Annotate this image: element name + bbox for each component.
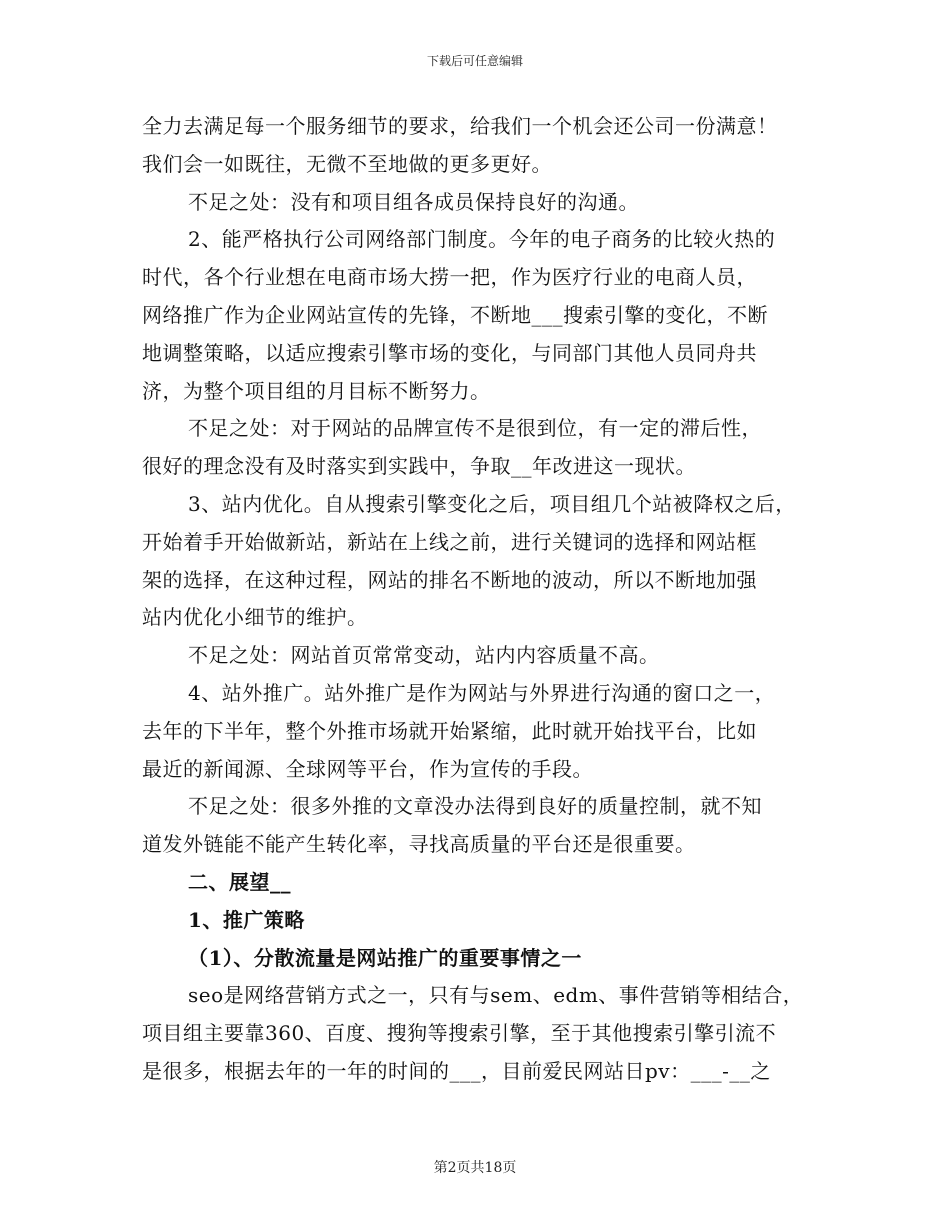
section-2-line-4: 地调整策略，以适应搜索引擎市场的变化，与同部门其他人员同舟共 [142,340,757,365]
shortcoming-line-4b: 道发外链能不能产生转化率，寻找高质量的平台还是很重要。 [142,832,696,857]
section-2-line-2: 时代，各个行业想在电商市场大捞一把，作为医疗行业的电商人员， [142,265,757,290]
section-4-line-1: 4、站外推广。站外推广是作为网站与外界进行沟通的窗口之一， [188,680,776,705]
shortcoming-line-1: 不足之处：没有和项目组各成员保持良好的沟通。 [188,189,639,214]
section-4-line-3: 最近的新闻源、全球网等平台，作为宣传的手段。 [142,756,593,781]
body-line-1: 全力去满足每一个服务细节的要求，给我们一个机会还公司一份满意！ [142,114,778,138]
seo-line-3: 是很多，根据去年的一年的时间的___，目前爱民网站日pv：___-__之 [142,1058,771,1083]
shortcoming-line-4a: 不足之处：很多外推的文章没办法得到良好的质量控制，就不知 [188,794,762,819]
shortcoming-line-2b: 很好的理念没有及时落实到实践中，争取__年改进这一现状。 [142,454,696,479]
seo-line-2: 项目组主要靠360、百度、搜狗等搜索引擎，至于其他搜索引擎引流不 [142,1021,777,1046]
seo-line-1: seo是网络营销方式之一，只有与sem、edm、事件营销等相结合， [188,983,804,1008]
page-header: 下载后可任意编辑 [426,54,523,68]
section-4-line-2: 去年的下半年，整个外推市场就开始紧缩，此时就开始找平台，比如 [142,718,757,743]
shortcoming-line-2a: 不足之处：对于网站的品牌宣传不是很到位，有一定的滞后性， [188,416,762,441]
section-3-line-4: 站内优化小细节的维护。 [142,605,368,630]
section-2-line-1: 2、能严格执行公司网络部门制度。今年的电子商务的比较火热的 [188,227,776,252]
section-3-line-3: 架的选择，在这种过程，网站的排名不断地的波动，所以不断地加强 [142,567,757,592]
page-footer: 第2页共18页 [433,1160,517,1176]
section-2-line-3: 网络推广作为企业网站宣传的先锋，不断地___搜索引擎的变化，不断 [142,302,768,327]
section-2-line-5: 济，为整个项目组的月目标不断努力。 [142,378,491,403]
heading-traffic-distribution: （1）、分散流量是网站推广的重要事情之一 [188,945,582,970]
section-3-line-1: 3、站内优化。自从搜索引擎变化之后，项目组几个站被降权之后， [188,491,796,516]
body-line-2: 我们会一如既往，无微不至地做的更多更好。 [142,151,552,176]
section-3-line-2: 开始着手开始做新站，新站在上线之前，进行关键词的选择和网站框 [142,529,757,554]
heading-outlook: 二、展望__ [188,869,291,894]
shortcoming-line-3: 不足之处：网站首页常常变动，站内内容质量不高。 [188,643,660,668]
document-body [142,108,822,1091]
heading-promotion-strategy: 1、推广策略 [188,907,305,932]
